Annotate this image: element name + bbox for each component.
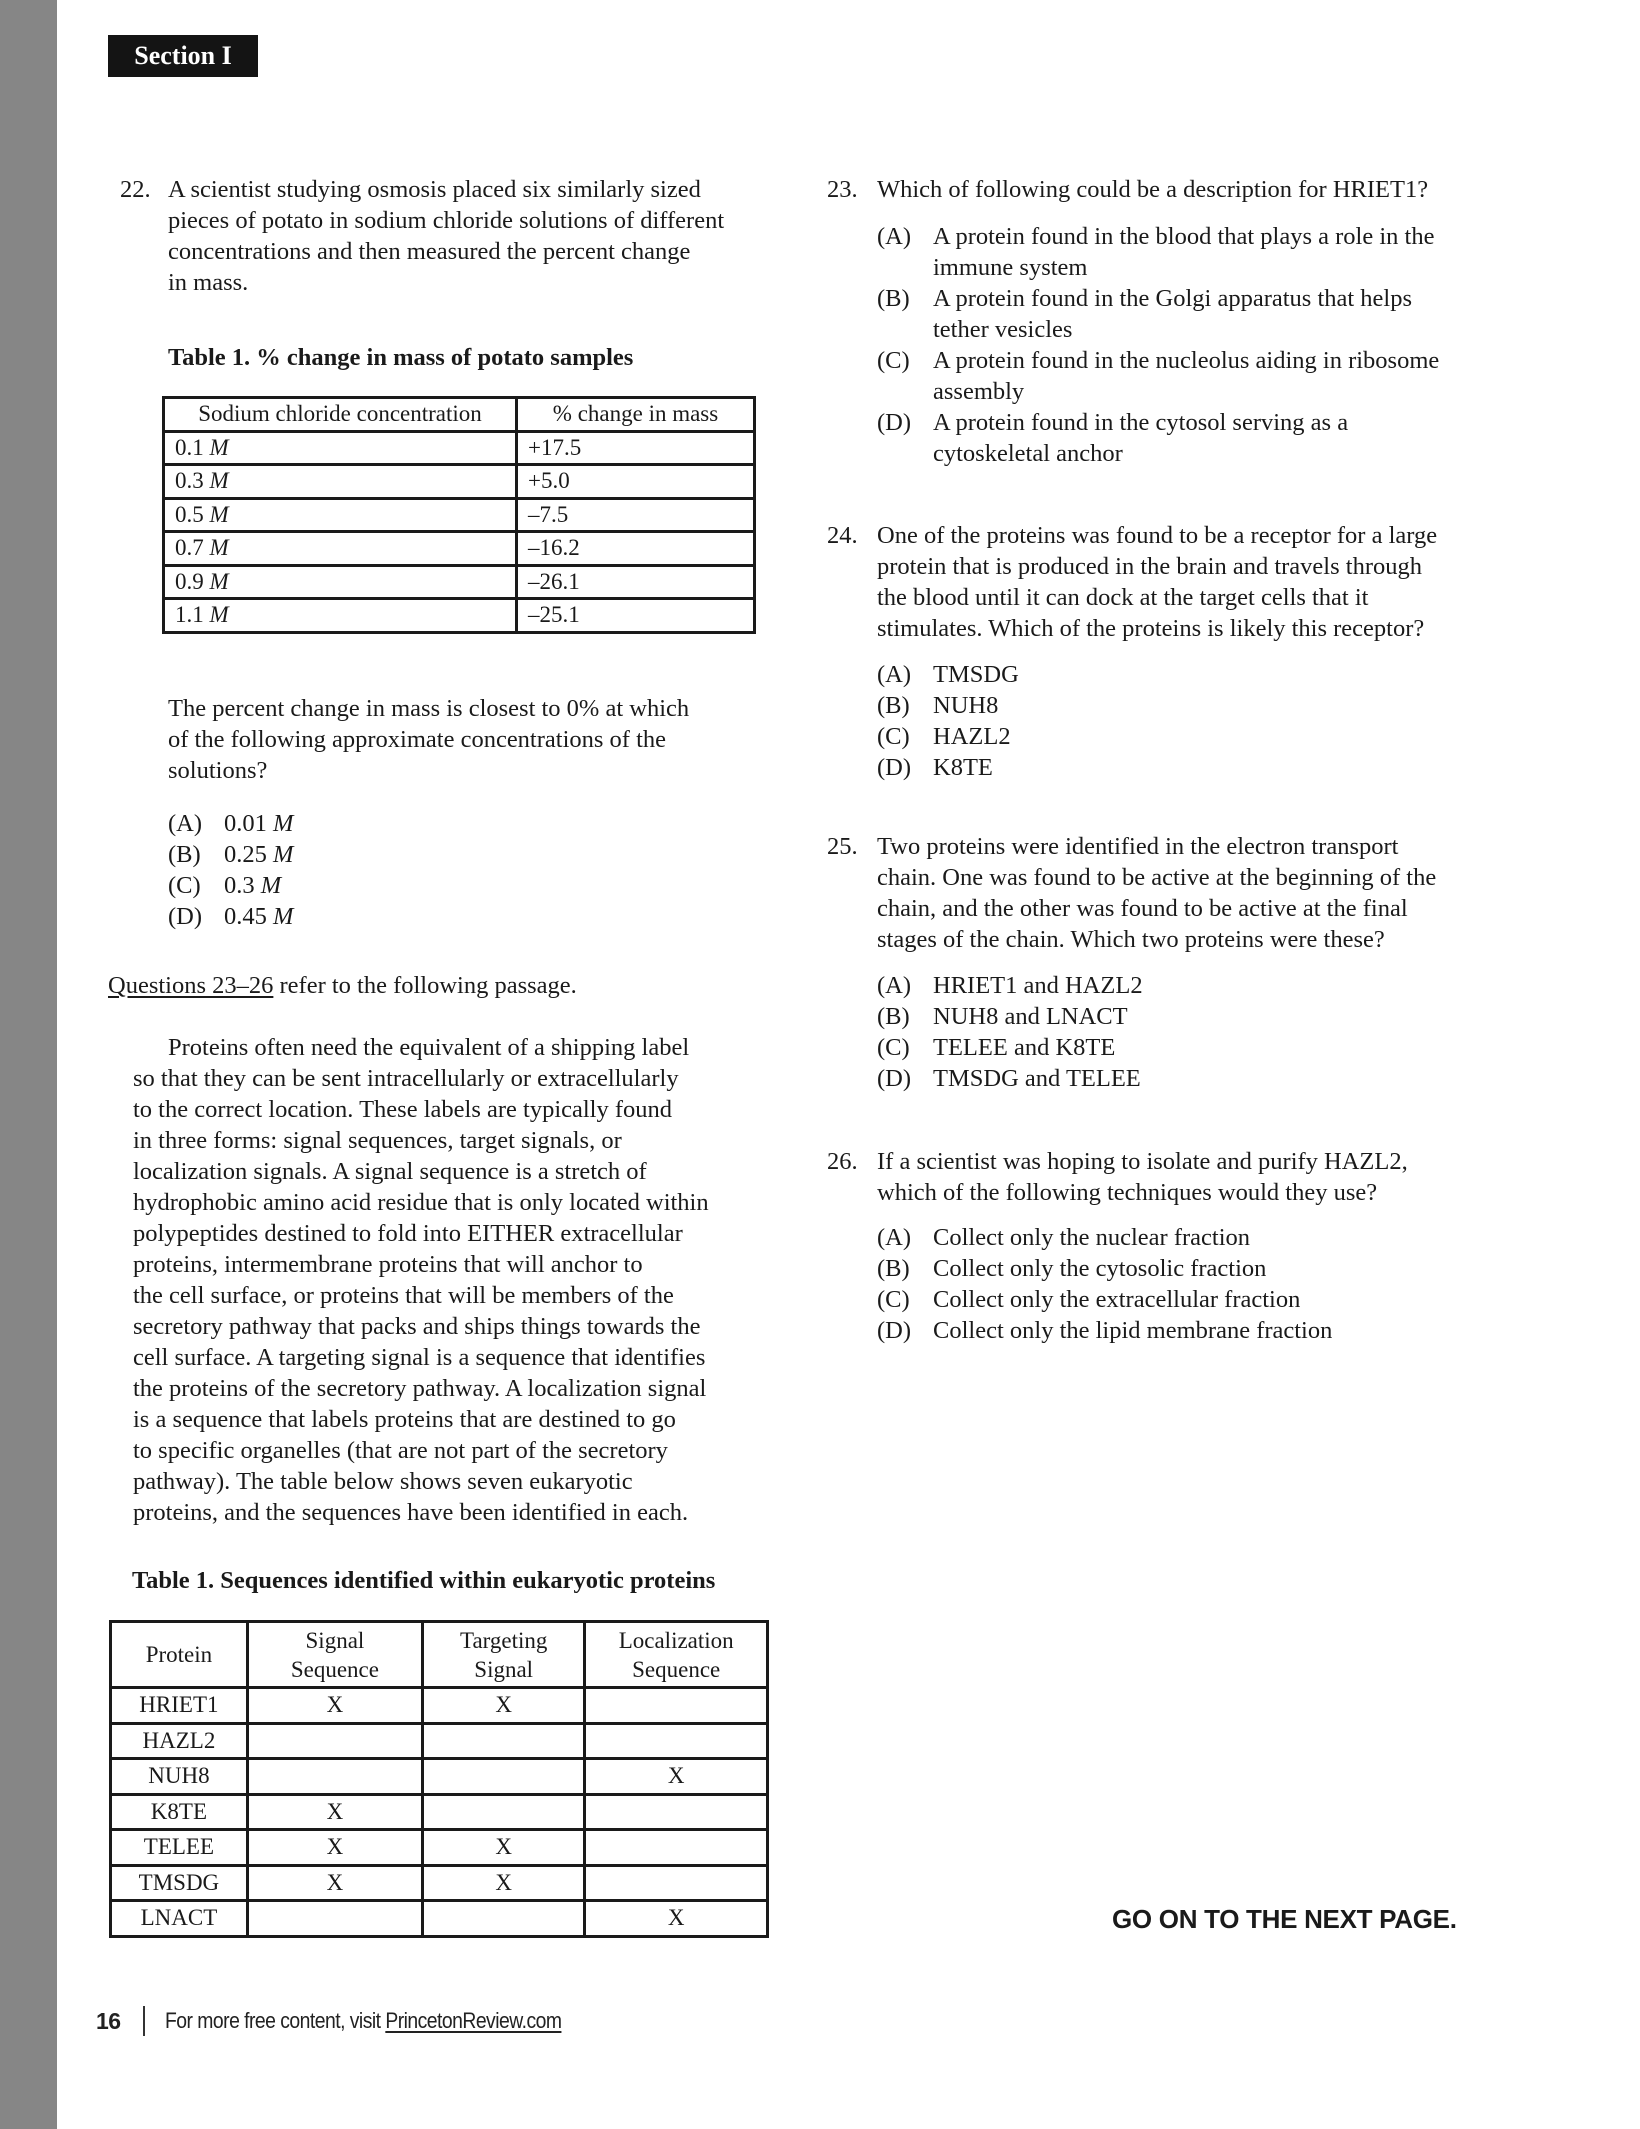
- passage-intro: [108, 970, 788, 1001]
- passage-line: Proteins often need the equivalent of a shipping label: [168, 1034, 690, 1061]
- stem-line: If a scientist was hoping to isolate and purify HAZL2,: [877, 1148, 1408, 1175]
- signal-sequence-cell: X: [247, 1794, 422, 1830]
- answer-option-a[interactable]: [877, 1222, 1497, 1253]
- targeting-signal-cell: [422, 1901, 584, 1937]
- prompt-line: solutions?: [168, 757, 268, 784]
- passage-line: so that they can be sent intracellularly or extracellularly: [133, 1065, 679, 1092]
- concentration-cell: 0.1 M: [164, 431, 517, 465]
- table-header-row: [164, 398, 755, 432]
- answer-option-a[interactable]: [877, 221, 1497, 283]
- protein-name-cell: K8TE: [111, 1794, 248, 1830]
- stem-line: protein that is produced in the brain and travels through: [877, 553, 1422, 580]
- passage-line: to specific organelles (that are not part of the secretory: [133, 1437, 668, 1464]
- localization-sequence-cell: [585, 1830, 768, 1866]
- princeton-review-link[interactable]: PrincetonReview.com: [384, 2008, 562, 2033]
- passage-body: [133, 1032, 813, 1528]
- option-letter: (A): [877, 1224, 912, 1251]
- option-letter: (B): [168, 841, 201, 868]
- targeting-signal-cell: [422, 1794, 584, 1830]
- answer-option-d[interactable]: [877, 1315, 1497, 1346]
- passage-line: proteins, intermembrane proteins that will anchor to: [133, 1251, 643, 1278]
- option-letter: (D): [877, 754, 912, 781]
- prompt-line: The percent change in mass is closest to 0% at which: [168, 695, 690, 722]
- answer-options: [877, 1222, 1497, 1346]
- option-text: Collect only the extracellular fraction: [933, 1286, 1301, 1313]
- table-title: Table 1. % change in mass of potato samples: [168, 344, 634, 371]
- protein-name-cell: LNACT: [111, 1901, 248, 1937]
- passage-line: polypeptides destined to fold into EITHER extracellular: [133, 1220, 683, 1247]
- table-row: [164, 498, 755, 532]
- option-text: Collect only the cytosolic fraction: [933, 1255, 1267, 1282]
- answer-option-c[interactable]: [168, 870, 568, 901]
- option-text: NUH8 and LNACT: [933, 1003, 1128, 1030]
- change-cell: –16.2: [517, 532, 755, 566]
- table-row: [164, 465, 755, 499]
- answer-option-a[interactable]: [877, 970, 1497, 1001]
- option-text: 0.25 M: [224, 841, 294, 868]
- option-text: Collect only the nuclear fraction: [933, 1224, 1251, 1251]
- option-text: A protein found in the Golgi apparatus that helps tether vesicles: [933, 285, 1413, 343]
- option-text: A protein found in the cytosol serving as a cytoskeletal anchor: [933, 409, 1349, 467]
- answer-option-c[interactable]: [877, 1284, 1497, 1315]
- answer-option-b[interactable]: [877, 1001, 1497, 1032]
- localization-sequence-cell: X: [585, 1901, 768, 1937]
- prompt-line: of the following approximate concentrations of the: [168, 726, 667, 753]
- concentration-cell: 0.9 M: [164, 565, 517, 599]
- concentration-cell: 0.3 M: [164, 465, 517, 499]
- option-letter: (A): [877, 223, 912, 250]
- passage-line: the proteins of the secretory pathway. A localization signal: [133, 1375, 707, 1402]
- answer-option-c[interactable]: [877, 1032, 1497, 1063]
- answer-option-d[interactable]: [877, 1063, 1497, 1094]
- option-text: 0.01 M: [224, 810, 294, 837]
- option-letter: (C): [168, 872, 201, 899]
- answer-options: [877, 970, 1497, 1094]
- option-letter: (B): [877, 692, 910, 719]
- section-label: Section I: [134, 41, 232, 70]
- option-text: TELEE and K8TE: [933, 1034, 1116, 1061]
- option-letter: (B): [877, 285, 910, 312]
- question-stem: [168, 174, 768, 298]
- answer-option-b[interactable]: [168, 839, 568, 870]
- stem-line: stimulates. Which of the proteins is likely this receptor?: [877, 615, 1425, 642]
- passage-intro-text: refer to the following passage.: [273, 972, 577, 999]
- change-cell: +17.5: [517, 431, 755, 465]
- section-badge: [108, 35, 258, 77]
- answer-option-b[interactable]: [877, 1253, 1497, 1284]
- passage-line: is a sequence that labels proteins that are destined to go: [133, 1406, 676, 1433]
- page-footer: [96, 2006, 615, 2036]
- targeting-signal-cell: X: [422, 1865, 584, 1901]
- table-row: [164, 532, 755, 566]
- stem-line: concentrations and then measured the percent change: [168, 238, 691, 265]
- table-row: [111, 1794, 768, 1830]
- question-stem: [877, 831, 1497, 955]
- column-header: Signal Sequence: [247, 1622, 422, 1688]
- stem-line: Which of following could be a description for HRIET1?: [877, 176, 1429, 203]
- option-letter: (C): [877, 1034, 910, 1061]
- change-cell: –26.1: [517, 565, 755, 599]
- protein-name-cell: HRIET1: [111, 1688, 248, 1724]
- question-stem: [877, 174, 1497, 205]
- answer-option-c[interactable]: [877, 721, 1497, 752]
- change-cell: –25.1: [517, 599, 755, 633]
- option-letter: (D): [168, 903, 203, 930]
- concentration-cell: 0.5 M: [164, 498, 517, 532]
- stem-line: stages of the chain. Which two proteins were these?: [877, 926, 1385, 953]
- option-text: A protein found in the nucleolus aiding in ribosome assembly: [933, 347, 1440, 405]
- go-on-next-page-notice: GO ON TO THE NEXT PAGE.: [1112, 1904, 1457, 1934]
- answer-options: [168, 808, 568, 932]
- option-text: A protein found in the blood that plays a role in the immune system: [933, 223, 1435, 281]
- answer-option-b[interactable]: [877, 283, 1497, 345]
- answer-option-a[interactable]: [168, 808, 568, 839]
- page-margin-bar: [0, 0, 57, 2129]
- question-number: 25.: [827, 833, 858, 860]
- stem-line: which of the following techniques would they use?: [877, 1179, 1378, 1206]
- localization-sequence-cell: [585, 1688, 768, 1724]
- passage-line: to the correct location. These labels are typically found: [133, 1096, 673, 1123]
- option-letter: (D): [877, 409, 912, 436]
- passage-line: localization signals. A signal sequence is a stretch of: [133, 1158, 647, 1185]
- column-header: Protein: [111, 1622, 248, 1688]
- concentration-cell: 1.1 M: [164, 599, 517, 633]
- option-text: HRIET1 and HAZL2: [933, 972, 1143, 999]
- localization-sequence-cell: [585, 1865, 768, 1901]
- signal-sequence-cell: [247, 1901, 422, 1937]
- targeting-signal-cell: [422, 1759, 584, 1795]
- signal-sequence-cell: [247, 1723, 422, 1759]
- protein-name-cell: TMSDG: [111, 1865, 248, 1901]
- question-number: 24.: [827, 522, 858, 549]
- option-letter: (A): [877, 661, 912, 688]
- targeting-signal-cell: X: [422, 1688, 584, 1724]
- option-text: 0.3 M: [224, 872, 282, 899]
- footer-text: [165, 2008, 561, 2034]
- column-header: Targeting Signal: [422, 1622, 584, 1688]
- answer-option-c[interactable]: [877, 345, 1497, 407]
- table-row: [111, 1901, 768, 1937]
- table-row: [111, 1723, 768, 1759]
- passage-line: cell surface. A targeting signal is a sequence that identifies: [133, 1344, 706, 1371]
- answer-option-a[interactable]: [877, 659, 1497, 690]
- option-letter: (D): [877, 1317, 912, 1344]
- table-row: [164, 431, 755, 465]
- answer-option-d[interactable]: [877, 752, 1497, 783]
- localization-sequence-cell: [585, 1723, 768, 1759]
- targeting-signal-cell: [422, 1723, 584, 1759]
- stem-line: Two proteins were identified in the electron transport: [877, 833, 1399, 860]
- question-number: 23.: [827, 176, 858, 203]
- answer-options: [877, 659, 1497, 783]
- signal-sequence-cell: X: [247, 1830, 422, 1866]
- answer-option-d[interactable]: [877, 407, 1497, 469]
- answer-option-d[interactable]: [168, 901, 568, 932]
- passage-line: in three forms: signal sequences, target signals, or: [133, 1127, 622, 1154]
- signal-sequence-cell: X: [247, 1688, 422, 1724]
- option-letter: (D): [877, 1065, 912, 1092]
- question-stem: [877, 1146, 1497, 1208]
- stem-line: chain, and the other was found to be active at the final: [877, 895, 1408, 922]
- option-letter: (A): [877, 972, 912, 999]
- footer-divider: [143, 2006, 145, 2036]
- option-text: HAZL2: [933, 723, 1011, 750]
- localization-sequence-cell: X: [585, 1759, 768, 1795]
- stem-line: chain. One was found to be active at the beginning of the: [877, 864, 1437, 891]
- table-title: Table 1. Sequences identified within eukaryotic proteins: [132, 1567, 716, 1594]
- protein-sequence-table: [109, 1620, 769, 1938]
- option-text: K8TE: [933, 754, 993, 781]
- option-letter: (B): [877, 1255, 910, 1282]
- answer-options: [877, 221, 1497, 469]
- signal-sequence-cell: [247, 1759, 422, 1795]
- passage-line: pathway). The table below shows seven eukaryotic: [133, 1468, 633, 1495]
- change-cell: –7.5: [517, 498, 755, 532]
- option-text: 0.45 M: [224, 903, 294, 930]
- table-row: [111, 1759, 768, 1795]
- passage-intro-reference: Questions 23–26: [108, 972, 274, 999]
- option-text: TMSDG: [933, 661, 1019, 688]
- option-letter: (C): [877, 1286, 910, 1313]
- localization-sequence-cell: [585, 1794, 768, 1830]
- stem-line: the blood until it can dock at the target cells that it: [877, 584, 1369, 611]
- change-cell: +5.0: [517, 465, 755, 499]
- passage-line: hydrophobic amino acid residue that is only located within: [133, 1189, 709, 1216]
- question-number: 22.: [120, 176, 151, 203]
- option-letter: (B): [877, 1003, 910, 1030]
- protein-name-cell: TELEE: [111, 1830, 248, 1866]
- stem-line: pieces of potato in sodium chloride solutions of different: [168, 207, 725, 234]
- column-header: Localization Sequence: [585, 1622, 768, 1688]
- column-header: Sodium chloride concentration: [164, 398, 517, 432]
- page-number: 16: [96, 2007, 121, 2034]
- passage-line: secretory pathway that packs and ships things towards the: [133, 1313, 701, 1340]
- footer-promo-text: For more free content, visit: [164, 2008, 385, 2033]
- table-row: [111, 1865, 768, 1901]
- concentration-cell: 0.7 M: [164, 532, 517, 566]
- table-row: [164, 565, 755, 599]
- column-header: % change in mass: [517, 398, 755, 432]
- protein-name-cell: NUH8: [111, 1759, 248, 1795]
- answer-option-b[interactable]: [877, 690, 1497, 721]
- option-letter: (C): [877, 723, 910, 750]
- stem-line: A scientist studying osmosis placed six similarly sized: [168, 176, 701, 203]
- question-number: 26.: [827, 1148, 858, 1175]
- passage-line: proteins, and the sequences have been identified in each.: [133, 1499, 689, 1526]
- option-text: Collect only the lipid membrane fraction: [933, 1317, 1333, 1344]
- signal-sequence-cell: X: [247, 1865, 422, 1901]
- question-prompt: [168, 693, 768, 786]
- table-row: [111, 1830, 768, 1866]
- table-header-row: [111, 1622, 768, 1688]
- option-letter: (A): [168, 810, 203, 837]
- stem-line: in mass.: [168, 269, 249, 296]
- protein-name-cell: HAZL2: [111, 1723, 248, 1759]
- option-text: TMSDG and TELEE: [933, 1065, 1141, 1092]
- targeting-signal-cell: X: [422, 1830, 584, 1866]
- question-stem: [877, 520, 1497, 644]
- table-row: [164, 599, 755, 633]
- option-letter: (C): [877, 347, 910, 374]
- potato-mass-table: [162, 396, 756, 634]
- passage-line: the cell surface, or proteins that will be members of the: [133, 1282, 674, 1309]
- table-row: [111, 1688, 768, 1724]
- option-text: NUH8: [933, 692, 999, 719]
- stem-line: One of the proteins was found to be a receptor for a large: [877, 522, 1438, 549]
